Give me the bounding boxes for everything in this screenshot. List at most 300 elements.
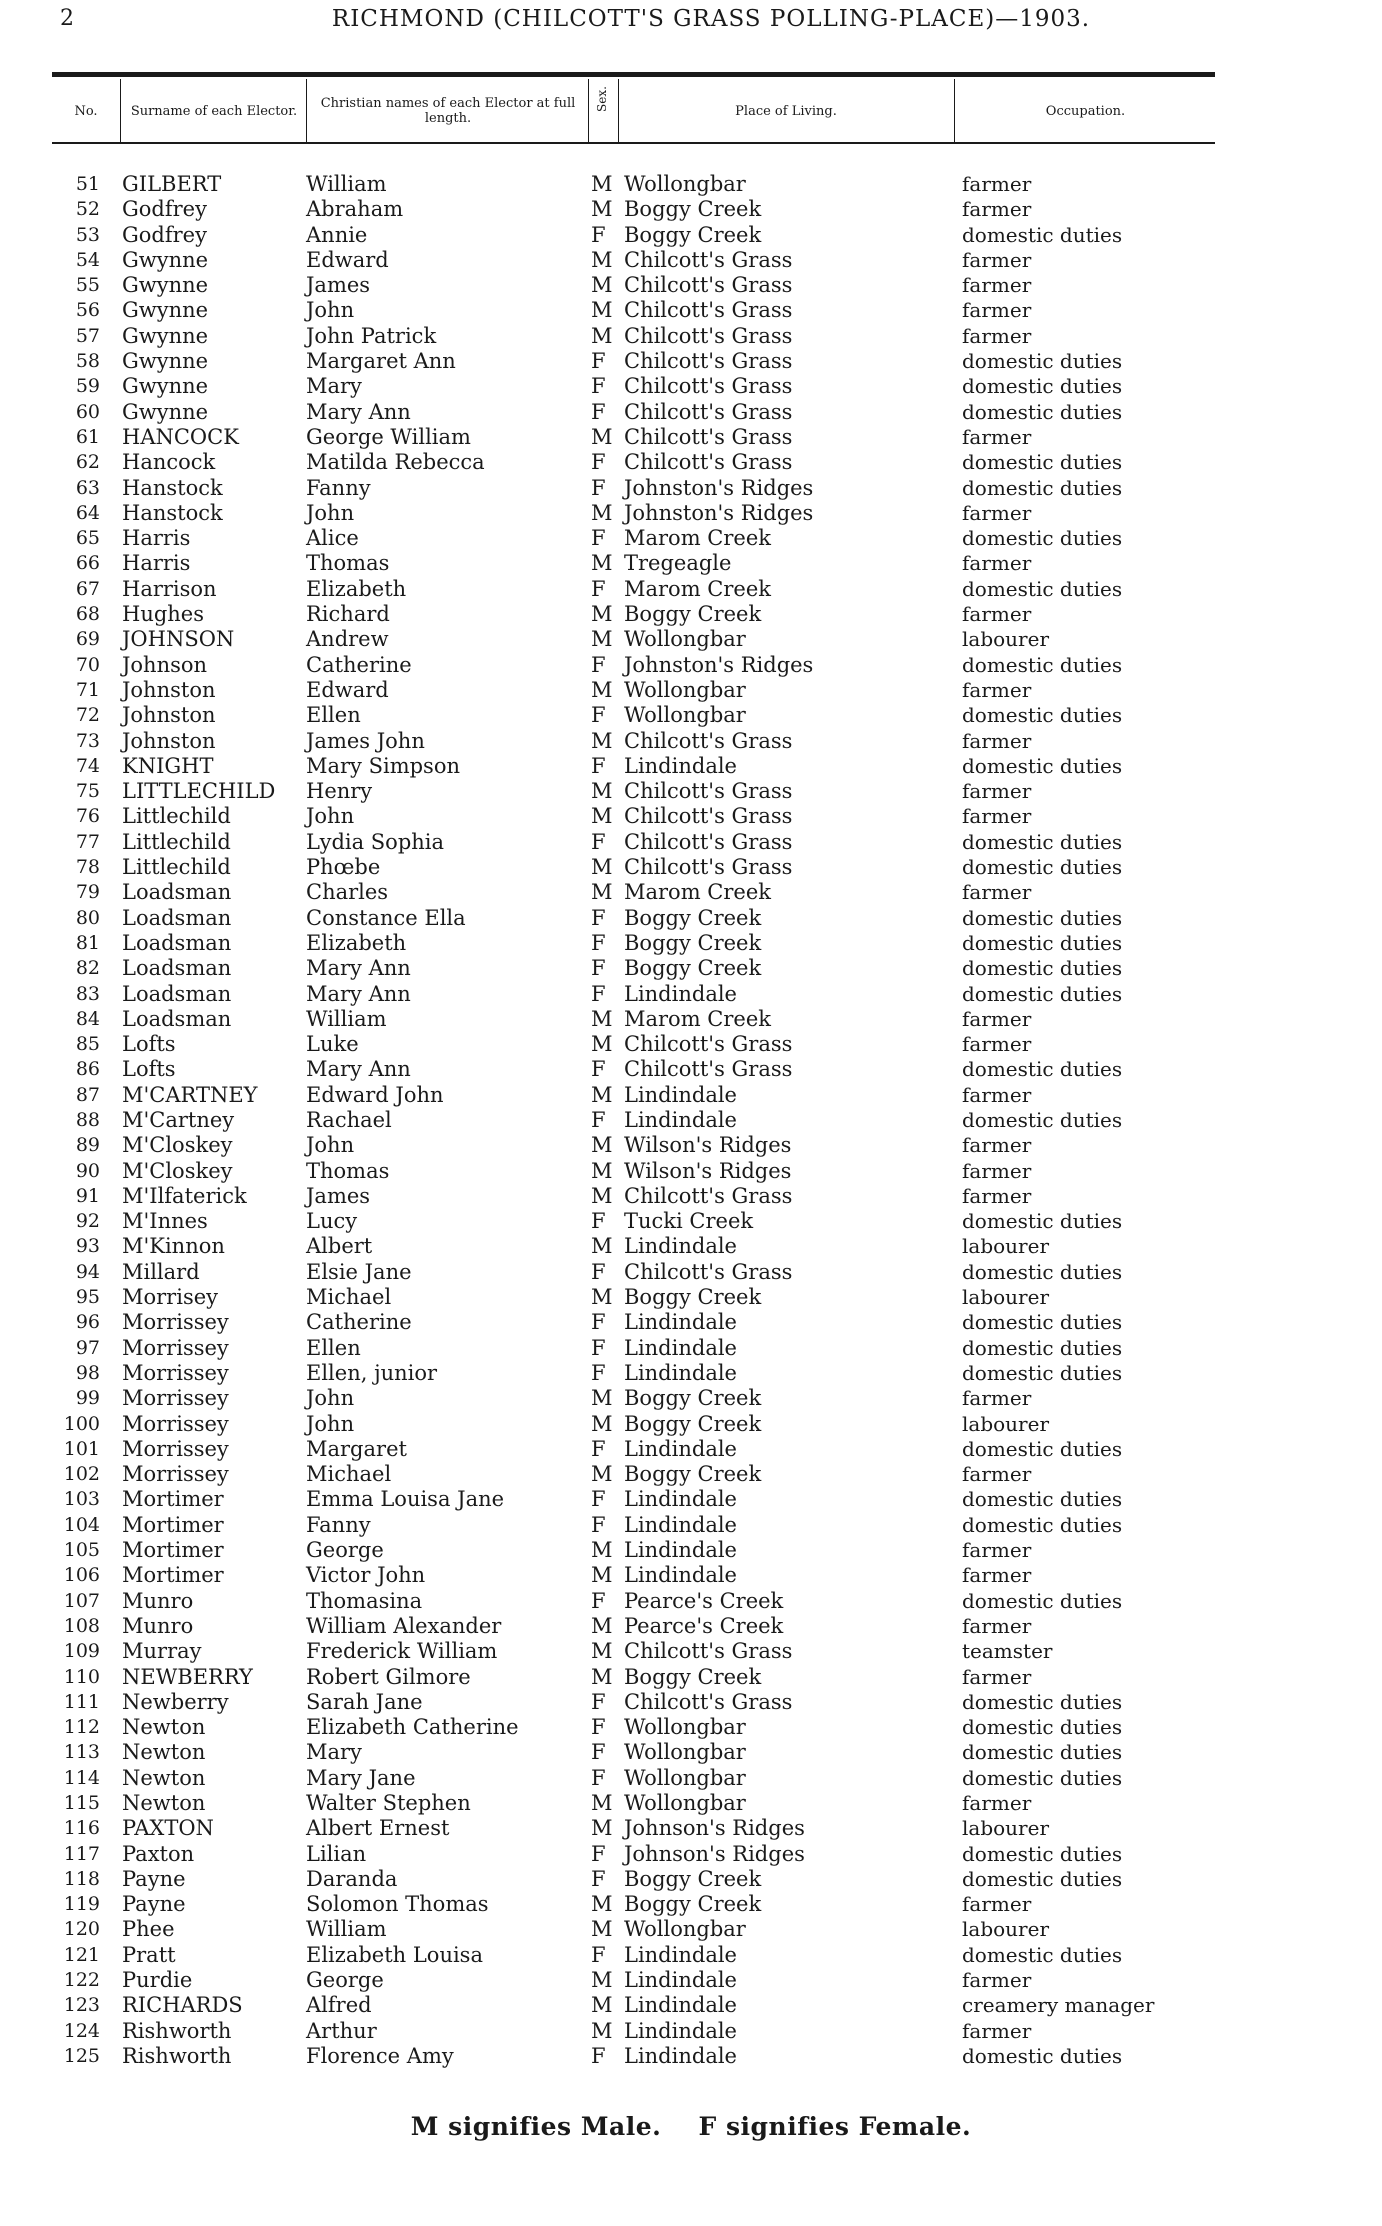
elector-number: 116 [63, 1817, 100, 1840]
elector-christian-names: Edward [306, 677, 389, 702]
elector-occupation: domestic duties [962, 1588, 1123, 1613]
elector-place-of-living: Lindindale [624, 1942, 737, 1967]
table-row [0, 1513, 1382, 1538]
elector-surname: Paxton [122, 1841, 195, 1866]
elector-christian-names: James John [306, 728, 425, 753]
elector-surname: Johnston [122, 677, 216, 702]
table-row [0, 172, 1382, 197]
elector-surname: Littlechild [122, 829, 231, 854]
elector-number: 94 [75, 1260, 100, 1283]
table-row [0, 501, 1382, 526]
elector-christian-names: Daranda [306, 1866, 398, 1891]
elector-occupation: domestic duties [962, 1209, 1123, 1234]
elector-sex: M [591, 551, 613, 576]
table-row [0, 349, 1382, 374]
elector-number: 102 [63, 1463, 100, 1486]
elector-christian-names: Andrew [306, 627, 389, 652]
elector-number: 97 [75, 1336, 100, 1359]
elector-surname: Harris [122, 526, 191, 551]
elector-christian-names: Richard [306, 602, 390, 627]
table-row [0, 577, 1382, 602]
elector-sex: F [591, 399, 606, 424]
elector-christian-names: John [306, 1133, 355, 1158]
elector-occupation: domestic duties [962, 576, 1123, 601]
elector-christian-names: Henry [306, 779, 373, 804]
elector-christian-names: Lilian [306, 1841, 367, 1866]
elector-place-of-living: Chilcott's Grass [624, 247, 793, 272]
elector-sex: M [591, 1462, 613, 1487]
elector-surname: LITTLECHILD [122, 779, 276, 804]
elector-christian-names: Elizabeth Louisa [306, 1942, 483, 1967]
table-row [0, 754, 1382, 779]
elector-number: 104 [63, 1513, 100, 1536]
elector-surname: Gwynne [122, 399, 209, 424]
elector-place-of-living: Wollongbar [624, 677, 746, 702]
elector-place-of-living: Chilcott's Grass [624, 779, 793, 804]
elector-sex: F [591, 1436, 606, 1461]
elector-sex: M [591, 1133, 613, 1158]
elector-occupation: domestic duties [962, 374, 1123, 399]
elector-place-of-living: Pearce's Creek [624, 1588, 784, 1613]
elector-sex: F [591, 956, 606, 981]
elector-surname: Hanstock [122, 500, 223, 525]
header-christian-names: Christian names of each Elector at full length. [320, 96, 576, 126]
elector-sex: F [591, 475, 606, 500]
table-row [0, 1437, 1382, 1462]
elector-surname: Gwynne [122, 349, 209, 374]
elector-number: 99 [75, 1387, 100, 1410]
elector-christian-names: Thomas [306, 1158, 390, 1183]
elector-sex: F [591, 829, 606, 854]
elector-occupation: farmer [962, 247, 1032, 272]
legend-male: M signifies Male. [410, 2112, 662, 2141]
elector-christian-names: Lydia Sophia [306, 829, 445, 854]
elector-sex: M [591, 1386, 613, 1411]
elector-number: 118 [63, 1867, 100, 1890]
elector-sex: M [591, 779, 613, 804]
elector-number: 79 [75, 881, 100, 904]
elector-occupation: labourer [962, 1816, 1050, 1841]
elector-number: 103 [63, 1488, 100, 1511]
elector-number: 68 [75, 603, 100, 626]
elector-occupation: farmer [962, 551, 1032, 576]
elector-surname: Morrissey [122, 1360, 229, 1385]
elector-christian-names: Michael [306, 1462, 392, 1487]
elector-number: 107 [63, 1589, 100, 1612]
elector-place-of-living: Chilcott's Grass [624, 450, 793, 475]
elector-christian-names: John Patrick [306, 323, 437, 348]
elector-number: 123 [63, 1994, 100, 2017]
elector-christian-names: Alfred [306, 1993, 372, 2018]
elector-number: 91 [75, 1184, 100, 1207]
table-row [0, 653, 1382, 678]
table-row [0, 678, 1382, 703]
elector-sex: M [591, 1183, 613, 1208]
elector-sex: M [591, 1563, 613, 1588]
elector-occupation: domestic duties [962, 905, 1123, 930]
elector-place-of-living: Wollongbar [624, 172, 746, 196]
elector-occupation: domestic duties [962, 1765, 1123, 1790]
elector-place-of-living: Lindindale [624, 1487, 737, 1512]
sex-legend [0, 2112, 1382, 2141]
elector-place-of-living: Lindindale [624, 1082, 737, 1107]
elector-sex: F [591, 1259, 606, 1284]
elector-christian-names: Robert Gilmore [306, 1664, 471, 1689]
table-row [0, 1816, 1382, 1841]
elector-sex: M [591, 1968, 613, 1993]
elector-sex: M [591, 1917, 613, 1942]
elector-sex: M [591, 855, 613, 880]
elector-sex: F [591, 1360, 606, 1385]
table-row [0, 1665, 1382, 1690]
elector-surname: Loadsman [122, 880, 232, 905]
elector-number: 76 [75, 805, 100, 828]
elector-surname: Hughes [122, 602, 205, 627]
elector-number: 115 [63, 1792, 100, 1814]
table-row [0, 526, 1382, 551]
elector-occupation: domestic duties [962, 829, 1123, 854]
elector-occupation: domestic duties [962, 2043, 1123, 2068]
table-row [0, 804, 1382, 829]
elector-occupation: domestic duties [962, 1512, 1123, 1537]
elector-occupation: domestic duties [962, 855, 1123, 880]
elector-place-of-living: Chilcott's Grass [624, 1032, 793, 1057]
elector-place-of-living: Boggy Creek [624, 1664, 762, 1689]
elector-place-of-living: Wollongbar [624, 1740, 746, 1765]
elector-place-of-living: Wollongbar [624, 1917, 746, 1942]
elector-number: 125 [63, 2044, 100, 2067]
elector-sex: M [591, 298, 613, 323]
table-row [0, 1993, 1382, 2018]
elector-surname: Morrissey [122, 1335, 229, 1360]
elector-surname: Purdie [122, 1968, 193, 1993]
elector-place-of-living: Lindindale [624, 1512, 737, 1537]
elector-place-of-living: Boggy Creek [624, 602, 762, 627]
elector-christian-names: Mary Ann [306, 1057, 411, 1082]
elector-surname: GILBERT [122, 172, 222, 196]
elector-sex: M [591, 1285, 613, 1310]
elector-occupation: domestic duties [962, 1689, 1123, 1714]
elector-surname: KNIGHT [122, 753, 214, 778]
elector-place-of-living: Boggy Creek [624, 930, 762, 955]
elector-place-of-living: Chilcott's Grass [624, 399, 793, 424]
elector-occupation: creamery manager [962, 1993, 1155, 2018]
elector-surname: Godfrey [122, 197, 207, 222]
table-row [0, 1766, 1382, 1791]
elector-place-of-living: Tucki Creek [624, 1209, 754, 1234]
elector-surname: Littlechild [122, 855, 231, 880]
elector-number: 62 [75, 451, 100, 474]
elector-sex: M [591, 1082, 613, 1107]
table-row [0, 627, 1382, 652]
elector-sex: F [591, 753, 606, 778]
elector-surname: Morrissey [122, 1386, 229, 1411]
elector-number: 52 [75, 198, 100, 221]
elector-occupation: farmer [962, 1032, 1032, 1057]
elector-number: 90 [75, 1159, 100, 1182]
elector-occupation: farmer [962, 1462, 1032, 1487]
elector-occupation: farmer [962, 1563, 1032, 1588]
table-row [0, 1361, 1382, 1386]
elector-occupation: labourer [962, 627, 1050, 652]
table-row [0, 729, 1382, 754]
elector-sex: M [591, 1411, 613, 1436]
table-row [0, 273, 1382, 298]
elector-place-of-living: Johnston's Ridges [624, 652, 814, 677]
elector-occupation: farmer [962, 1133, 1032, 1158]
elector-christian-names: William [306, 172, 387, 196]
elector-christian-names: Mary [306, 374, 362, 399]
elector-christian-names: Fanny [306, 1512, 371, 1537]
elector-occupation: farmer [962, 804, 1032, 829]
elector-occupation: domestic duties [962, 1335, 1123, 1360]
elector-occupation: domestic duties [962, 1740, 1123, 1765]
elector-occupation: domestic duties [962, 475, 1123, 500]
elector-sex: F [591, 1942, 606, 1967]
elector-sex: M [591, 1664, 613, 1689]
elector-occupation: farmer [962, 424, 1032, 449]
elector-occupation: farmer [962, 1613, 1032, 1638]
elector-occupation: labourer [962, 1234, 1050, 1259]
elector-surname: Pratt [122, 1942, 176, 1967]
elector-number: 64 [75, 501, 100, 524]
elector-number: 57 [75, 324, 100, 347]
elector-number: 89 [75, 1134, 100, 1157]
elector-sex: F [591, 1841, 606, 1866]
elector-surname: HANCOCK [122, 424, 239, 449]
elector-surname: Mortimer [122, 1563, 224, 1588]
elector-christian-names: George [306, 1968, 384, 1993]
elector-number: 55 [75, 274, 100, 297]
elector-christian-names: Mary Jane [306, 1765, 416, 1790]
elector-number: 58 [75, 350, 100, 373]
elector-christian-names: Mary Ann [306, 981, 411, 1006]
table-row [0, 1007, 1382, 1032]
elector-occupation: farmer [962, 779, 1032, 804]
table-row [0, 1462, 1382, 1487]
elector-surname: M'Cartney [122, 1107, 235, 1132]
elector-place-of-living: Wollongbar [624, 627, 746, 652]
elector-occupation: domestic duties [962, 652, 1123, 677]
elector-surname: Morrissey [122, 1462, 229, 1487]
elector-sex: M [591, 1639, 613, 1664]
elector-christian-names: Phœbe [306, 855, 381, 880]
elector-number: 106 [63, 1564, 100, 1587]
elector-place-of-living: Wollongbar [624, 703, 746, 728]
elector-place-of-living: Chilcott's Grass [624, 829, 793, 854]
table-row [0, 1032, 1382, 1057]
elector-number: 100 [63, 1412, 100, 1435]
page-number: 2 [60, 6, 74, 31]
elector-christian-names: Mary Ann [306, 956, 411, 981]
elector-sex: M [591, 323, 613, 348]
table-row [0, 476, 1382, 501]
elector-number: 67 [75, 577, 100, 600]
elector-christian-names: Albert Ernest [306, 1816, 450, 1841]
elector-surname: Mortimer [122, 1512, 224, 1537]
elector-number: 121 [63, 1943, 100, 1966]
elector-number: 73 [75, 729, 100, 752]
elector-surname: Morrissey [122, 1310, 229, 1335]
elector-christian-names: William Alexander [306, 1613, 502, 1638]
elector-place-of-living: Lindindale [624, 981, 737, 1006]
elector-place-of-living: Chilcott's Grass [624, 1183, 793, 1208]
elector-surname: Munro [122, 1588, 194, 1613]
elector-number: 101 [63, 1437, 100, 1460]
table-row [0, 1690, 1382, 1715]
elector-place-of-living: Lindindale [624, 1360, 737, 1385]
elector-christian-names: Florence Amy [306, 2043, 454, 2068]
elector-number: 81 [75, 931, 100, 954]
elector-occupation: farmer [962, 1538, 1032, 1563]
column-divider [306, 79, 307, 142]
column-divider [588, 79, 589, 142]
elector-occupation: domestic duties [962, 349, 1123, 374]
table-row [0, 1412, 1382, 1437]
elector-christian-names: James [306, 1183, 371, 1208]
elector-place-of-living: Chilcott's Grass [624, 323, 793, 348]
elector-place-of-living: Lindindale [624, 1968, 737, 1993]
elector-sex: F [591, 576, 606, 601]
elector-sex: M [591, 1158, 613, 1183]
elector-sex: F [591, 930, 606, 955]
elector-surname: Loadsman [122, 930, 232, 955]
table-row [0, 956, 1382, 981]
elector-number: 124 [63, 2019, 100, 2042]
table-row [0, 1968, 1382, 1993]
elector-occupation: domestic duties [962, 930, 1123, 955]
elector-number: 92 [75, 1210, 100, 1233]
elector-sex: M [591, 1538, 613, 1563]
elector-place-of-living: Marom Creek [624, 880, 771, 905]
header-surname: Surname of each Elector. [130, 103, 298, 119]
elector-christian-names: John [306, 298, 355, 323]
elector-occupation: domestic duties [962, 1310, 1123, 1335]
elector-sex: F [591, 1310, 606, 1335]
table-row [0, 248, 1382, 273]
elector-occupation: domestic duties [962, 956, 1123, 981]
table-row [0, 450, 1382, 475]
elector-surname: Morrisey [122, 1285, 219, 1310]
table-row [0, 1892, 1382, 1917]
table-row [0, 1336, 1382, 1361]
elector-number: 63 [75, 476, 100, 499]
elector-occupation: domestic duties [962, 703, 1123, 728]
elector-christian-names: Elizabeth [306, 930, 407, 955]
elector-surname: Murray [122, 1639, 202, 1664]
elector-sex: F [591, 1335, 606, 1360]
elector-sex: M [591, 1032, 613, 1057]
elector-place-of-living: Chilcott's Grass [624, 804, 793, 829]
elector-christian-names: Margaret Ann [306, 349, 456, 374]
table-row [0, 703, 1382, 728]
elector-number: 83 [75, 982, 100, 1005]
table-row [0, 1740, 1382, 1765]
elector-place-of-living: Lindindale [624, 753, 737, 778]
elector-occupation: domestic duties [962, 1942, 1123, 1967]
elector-sex: F [591, 905, 606, 930]
elector-christian-names: Fanny [306, 475, 371, 500]
elector-surname: Hancock [122, 450, 216, 475]
table-row [0, 1057, 1382, 1082]
elector-sex: F [591, 1057, 606, 1082]
elector-surname: Gwynne [122, 298, 209, 323]
elector-number: 112 [63, 1716, 100, 1739]
elector-surname: Johnston [122, 728, 216, 753]
elector-christian-names: Frederick William [306, 1639, 498, 1664]
elector-place-of-living: Chilcott's Grass [624, 1057, 793, 1082]
elector-number: 53 [75, 223, 100, 246]
elector-number: 95 [75, 1286, 100, 1309]
table-row [0, 1538, 1382, 1563]
elector-occupation: domestic duties [962, 981, 1123, 1006]
elector-place-of-living: Boggy Creek [624, 956, 762, 981]
elector-occupation: domestic duties [962, 1866, 1123, 1891]
elector-place-of-living: Johnson's Ridges [624, 1841, 805, 1866]
table-row [0, 602, 1382, 627]
elector-occupation: domestic duties [962, 1715, 1123, 1740]
table-row [0, 1209, 1382, 1234]
elector-sex: M [591, 627, 613, 652]
elector-occupation: labourer [962, 1285, 1050, 1310]
elector-surname: Loadsman [122, 981, 232, 1006]
table-row [0, 1943, 1382, 1968]
elector-number: 93 [75, 1235, 100, 1258]
elector-place-of-living: Lindindale [624, 1563, 737, 1588]
table-row [0, 1310, 1382, 1335]
elector-number: 119 [63, 1893, 100, 1916]
elector-occupation: farmer [962, 197, 1032, 222]
elector-occupation: labourer [962, 1411, 1050, 1436]
elector-place-of-living: Wollongbar [624, 1765, 746, 1790]
table-row [0, 2044, 1382, 2069]
elector-number: 113 [63, 1741, 100, 1764]
elector-place-of-living: Boggy Creek [624, 1411, 762, 1436]
elector-occupation: farmer [962, 1386, 1032, 1411]
elector-surname: Gwynne [122, 247, 209, 272]
elector-place-of-living: Boggy Creek [624, 1892, 762, 1917]
table-row [0, 374, 1382, 399]
elector-sex: F [591, 1588, 606, 1613]
elector-surname: M'Closkey [122, 1133, 233, 1158]
elector-sex: M [591, 1816, 613, 1841]
table-row [0, 880, 1382, 905]
elector-christian-names: Mary Simpson [306, 753, 461, 778]
elector-christian-names: John [306, 500, 355, 525]
header-place-of-living: Place of Living. [735, 103, 837, 119]
elector-place-of-living: Chilcott's Grass [624, 1689, 793, 1714]
elector-number: 74 [75, 754, 100, 777]
elector-occupation: farmer [962, 1892, 1032, 1917]
elector-surname: Rishworth [122, 2043, 232, 2068]
elector-list [0, 172, 1382, 2069]
elector-number: 108 [63, 1614, 100, 1637]
elector-place-of-living: Chilcott's Grass [624, 728, 793, 753]
elector-place-of-living: Chilcott's Grass [624, 349, 793, 374]
elector-number: 88 [75, 1108, 100, 1131]
elector-sex: F [591, 1715, 606, 1740]
elector-occupation: farmer [962, 1968, 1032, 1993]
elector-christian-names: Catherine [306, 652, 412, 677]
table-row [0, 1234, 1382, 1259]
elector-surname: M'CARTNEY [122, 1082, 258, 1107]
elector-christian-names: Catherine [306, 1310, 412, 1335]
elector-sex: F [591, 374, 606, 399]
elector-place-of-living: Marom Creek [624, 1006, 771, 1031]
elector-sex: M [591, 880, 613, 905]
elector-sex: F [591, 1866, 606, 1891]
elector-occupation: farmer [962, 1158, 1032, 1183]
